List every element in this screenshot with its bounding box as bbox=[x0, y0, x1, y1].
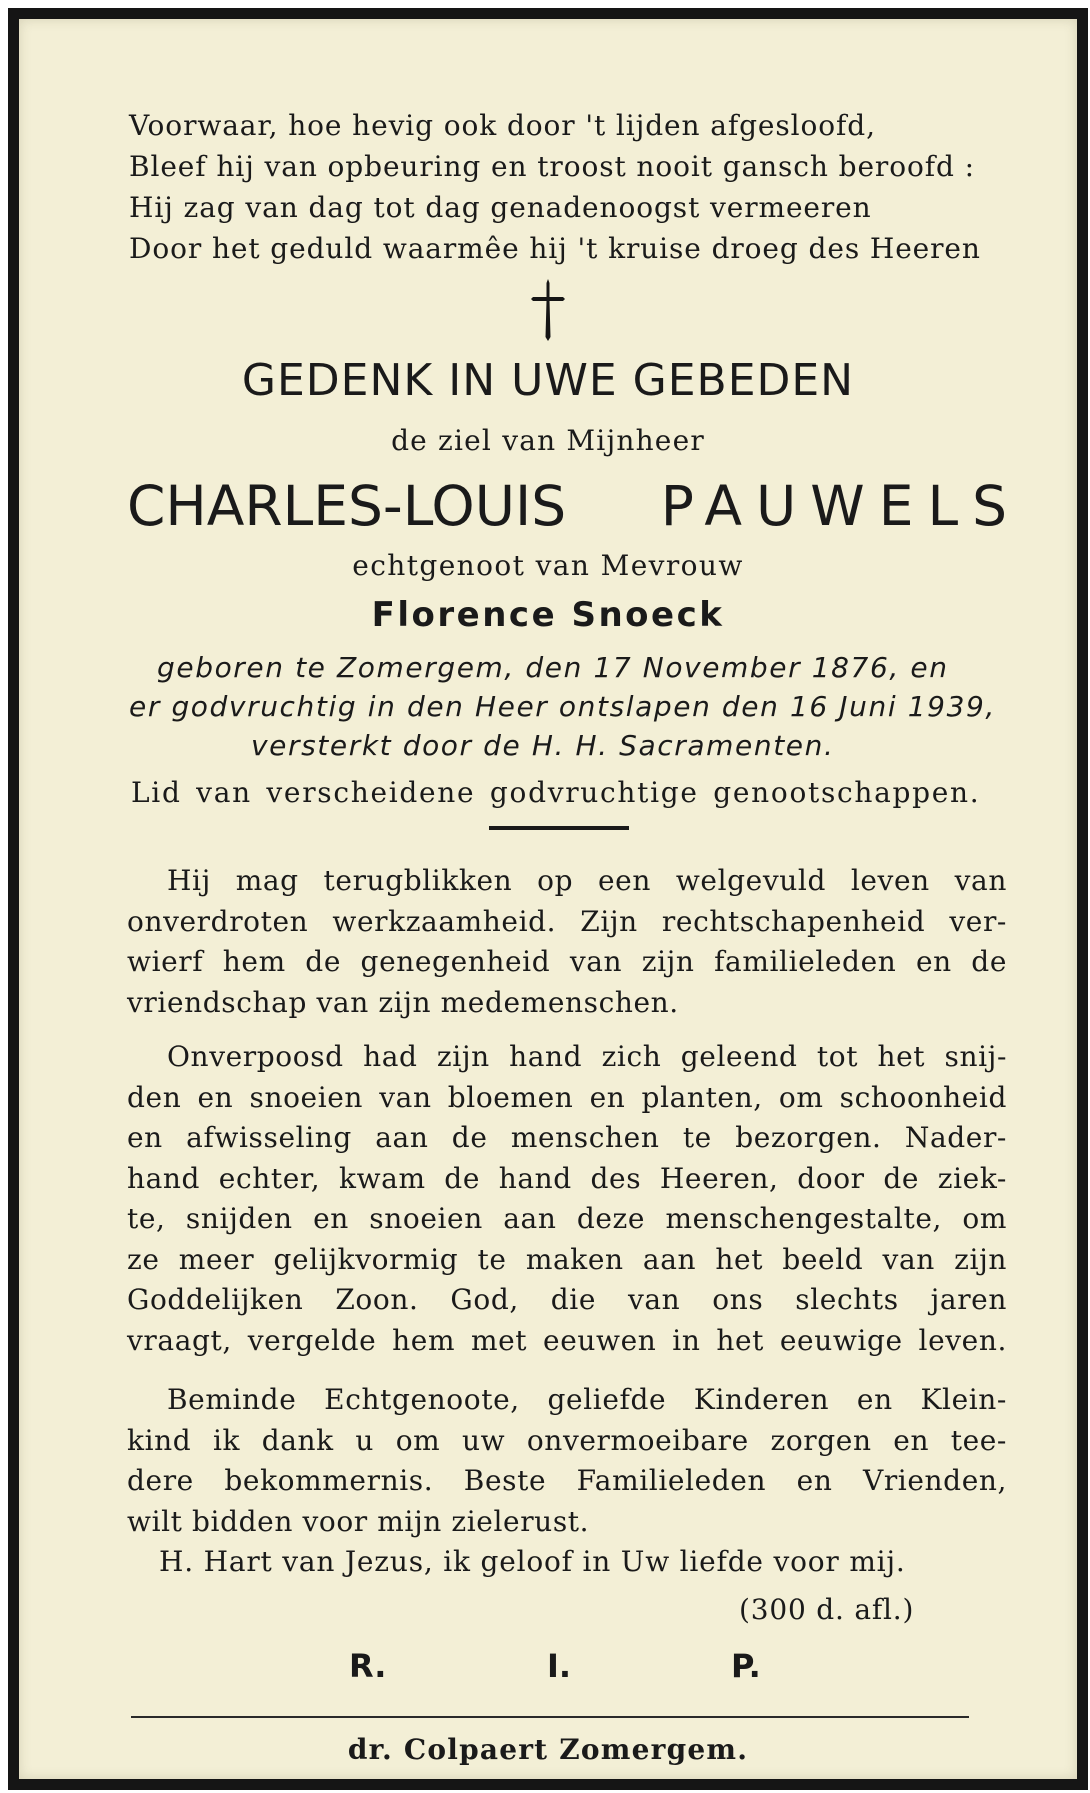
text-line: Hij mag terugblikken op een welgevuld leven van bbox=[167, 864, 1007, 897]
poem-line: Door het geduld waarmêe hij 't kruise droeg des Heeren bbox=[129, 232, 981, 265]
deceased-last-name: PAUWELS bbox=[660, 474, 1021, 538]
soul-of-line: de ziel van Mijnheer bbox=[391, 424, 705, 457]
spouse-name: Florence Snoeck bbox=[371, 595, 725, 635]
text-line: dere bekommernis. Beste Familieleden en Vrienden, bbox=[127, 1464, 1007, 1497]
paragraph-family bbox=[127, 1380, 1007, 1542]
text-line: en afwisseling aan de menschen te bezorgen. Nader- bbox=[127, 1121, 1007, 1154]
deceased-name bbox=[127, 474, 1021, 538]
poem-line: Voorwaar, hoe hevig ook door 't lijden afgesloofd, bbox=[129, 109, 876, 142]
membership-line: Lid van verscheidene godvruchtige genootschappen. bbox=[131, 776, 981, 809]
paragraph-life bbox=[127, 861, 1007, 1023]
memorial-card bbox=[8, 8, 1088, 1790]
birth-line: geboren te Zomergem, den 17 November 1876, en bbox=[157, 651, 949, 684]
sacraments-line: versterkt door de H. H. Sacramenten. bbox=[251, 729, 835, 762]
footer-rule bbox=[131, 1716, 969, 1718]
text-line: vriendschap van zijn medemenschen. bbox=[127, 985, 679, 1019]
opening-poem bbox=[129, 105, 1009, 269]
text-line: ze meer gelijkvormig te maken aan het beeld van zijn bbox=[127, 1242, 1007, 1276]
text-line: Beminde Echtgenoote, geliefde Kinderen en Klein- bbox=[167, 1383, 1007, 1416]
indulgence-note: (300 d. afl.) bbox=[739, 1593, 915, 1626]
heading-remember: GEDENK IN UWE GEBEDEN bbox=[241, 355, 855, 406]
text-line: Onverpoosd had zijn hand zich geleend tot het snij- bbox=[167, 1040, 1007, 1073]
poem-line: Bleef hij van opbeuring en troost nooit gansch beroofd : bbox=[129, 150, 975, 183]
text-line: te, snijden en snoeien aan deze menschengestalte, om bbox=[127, 1202, 1007, 1235]
text-line: wilt bidden voor mijn zielerust. bbox=[127, 1504, 590, 1538]
paragraph-flowers bbox=[127, 1037, 1007, 1361]
poem-line: Hij zag van dag tot dag genadenoogst vermeeren bbox=[129, 191, 872, 224]
text-line: hand echter, kwam de hand des Heeren, door de ziek- bbox=[127, 1161, 1007, 1195]
prayer-line: H. Hart van Jezus, ik geloof in Uw liefde voor mij. bbox=[159, 1545, 906, 1578]
text-line: kind ik dank u om uw onvermoeibare zorgen en tee- bbox=[127, 1423, 1007, 1457]
rip-i: I. bbox=[547, 1647, 572, 1685]
text-line: Goddelijken Zoon. God, die van ons slechts jaren bbox=[127, 1283, 1007, 1316]
text-line: onverdroten werkzaamheid. Zijn rechtschapenheid ver- bbox=[127, 904, 1007, 938]
text-line: den en snoeien van bloemen en planten, om schoonheid bbox=[127, 1080, 1007, 1114]
text-line: wierf hem de genegenheid van zijn familieleden en de bbox=[127, 945, 1007, 978]
rip-p: P. bbox=[731, 1647, 761, 1685]
cross-icon bbox=[527, 277, 569, 341]
deceased-first-name: CHARLES-LOUIS bbox=[127, 474, 567, 538]
printer-credit: dr. Colpaert Zomergem. bbox=[347, 1733, 749, 1766]
divider bbox=[489, 826, 629, 830]
text-line: vraagt, vergelde hem met eeuwen in het eeuwige leven. bbox=[127, 1323, 1007, 1357]
spouse-of-line: echtgenoot van Mevrouw bbox=[352, 549, 744, 582]
rip-r: R. bbox=[349, 1647, 387, 1685]
death-line: er godvruchtig in den Heer ontslapen den 16 Juni 1939, bbox=[129, 690, 996, 723]
